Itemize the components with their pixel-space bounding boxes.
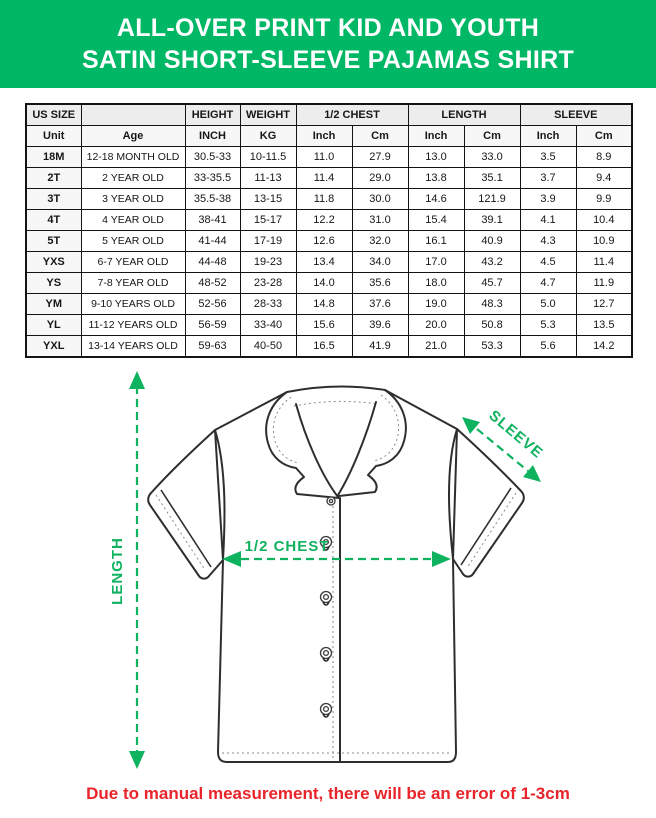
value-cell: 14.0	[296, 273, 352, 294]
group-header-row	[26, 104, 632, 126]
value-cell: 16.1	[408, 231, 464, 252]
value-cell: 17-19	[240, 231, 296, 252]
value-cell: 4 YEAR OLD	[81, 210, 185, 231]
value-cell: 13.4	[296, 252, 352, 273]
size-code-cell: 4T	[26, 210, 81, 231]
value-cell: 5.3	[520, 315, 576, 336]
value-cell: 4.7	[520, 273, 576, 294]
subheader-age: Age	[81, 126, 185, 147]
value-cell: 3.7	[520, 168, 576, 189]
value-cell: 13.0	[408, 147, 464, 168]
value-cell: 9-10 YEARS OLD	[81, 294, 185, 315]
value-cell: 39.1	[464, 210, 520, 231]
value-cell: 30.5-33	[185, 147, 240, 168]
measurement-note: Due to manual measurement, there will be an error of 1-3cm	[86, 784, 570, 803]
table-row	[26, 168, 632, 189]
value-cell: 5 YEAR OLD	[81, 231, 185, 252]
value-cell: 43.2	[464, 252, 520, 273]
value-cell: 29.0	[352, 168, 408, 189]
table-row	[26, 336, 632, 358]
value-cell: 12.2	[296, 210, 352, 231]
value-cell: 38-41	[185, 210, 240, 231]
value-cell: 4.3	[520, 231, 576, 252]
table-row	[26, 315, 632, 336]
size-code-cell: YXS	[26, 252, 81, 273]
value-cell: 15.4	[408, 210, 464, 231]
value-cell: 44-48	[185, 252, 240, 273]
value-cell: 39.6	[352, 315, 408, 336]
subheader-sleeve-cm: Cm	[576, 126, 632, 147]
value-cell: 13.5	[576, 315, 632, 336]
value-cell: 12.6	[296, 231, 352, 252]
value-cell: 35.5-38	[185, 189, 240, 210]
subheader-inch: INCH	[185, 126, 240, 147]
length-arrowhead-top	[129, 371, 145, 389]
subheader-kg: KG	[240, 126, 296, 147]
subheader-chest-cm: Cm	[352, 126, 408, 147]
value-cell: 34.0	[352, 252, 408, 273]
value-cell: 20.0	[408, 315, 464, 336]
sleeve-arrowhead-bottom	[523, 465, 541, 482]
value-cell: 5.0	[520, 294, 576, 315]
value-cell: 50.8	[464, 315, 520, 336]
value-cell: 15.6	[296, 315, 352, 336]
value-cell: 8.9	[576, 147, 632, 168]
value-cell: 45.7	[464, 273, 520, 294]
value-cell: 35.1	[464, 168, 520, 189]
header-half-chest: 1/2 CHEST	[296, 104, 408, 126]
subheader-sleeve-inch: Inch	[520, 126, 576, 147]
value-cell: 15-17	[240, 210, 296, 231]
value-cell: 23-28	[240, 273, 296, 294]
value-cell: 37.6	[352, 294, 408, 315]
value-cell: 52-56	[185, 294, 240, 315]
table-row	[26, 210, 632, 231]
table-row	[26, 252, 632, 273]
value-cell: 30.0	[352, 189, 408, 210]
left-sleeve	[148, 430, 223, 579]
size-code-cell: YM	[26, 294, 81, 315]
value-cell: 14.6	[408, 189, 464, 210]
value-cell: 19.0	[408, 294, 464, 315]
sleeve-label: SLEEVE	[485, 407, 547, 463]
value-cell: 18.0	[408, 273, 464, 294]
value-cell: 21.0	[408, 336, 464, 358]
value-cell: 12-18 MONTH OLD	[81, 147, 185, 168]
value-cell: 19-23	[240, 252, 296, 273]
value-cell: 31.0	[352, 210, 408, 231]
value-cell: 3.5	[520, 147, 576, 168]
size-code-cell: 2T	[26, 168, 81, 189]
value-cell: 12.7	[576, 294, 632, 315]
table-row	[26, 147, 632, 168]
value-cell: 33.0	[464, 147, 520, 168]
value-cell: 11.9	[576, 273, 632, 294]
value-cell: 56-59	[185, 315, 240, 336]
title-banner	[0, 0, 656, 88]
subheader-chest-inch: Inch	[296, 126, 352, 147]
value-cell: 10.4	[576, 210, 632, 231]
title-line-2: SATIN SHORT-SLEEVE PAJAMAS SHIRT	[81, 46, 575, 74]
value-cell: 14.2	[576, 336, 632, 358]
length-arrowhead-bottom	[129, 751, 145, 769]
value-cell: 121.9	[464, 189, 520, 210]
size-code-cell: 18M	[26, 147, 81, 168]
half-chest-label: 1/2 CHEST	[244, 538, 330, 555]
pajama-shirt-drawing	[148, 386, 524, 762]
header-weight: WEIGHT	[240, 104, 296, 126]
value-cell: 40-50	[240, 336, 296, 358]
size-code-cell: 3T	[26, 189, 81, 210]
value-cell: 9.4	[576, 168, 632, 189]
value-cell: 59-63	[185, 336, 240, 358]
value-cell: 32.0	[352, 231, 408, 252]
header-us-size: US SIZE	[26, 104, 81, 126]
value-cell: 11.8	[296, 189, 352, 210]
value-cell: 14.8	[296, 294, 352, 315]
subheader-unit: Unit	[26, 126, 81, 147]
value-cell: 41-44	[185, 231, 240, 252]
size-code-cell: 5T	[26, 231, 81, 252]
header-length: LENGTH	[408, 104, 520, 126]
value-cell: 13-14 YEARS OLD	[81, 336, 185, 358]
value-cell: 41.9	[352, 336, 408, 358]
shirt-measurement-diagram	[0, 364, 656, 776]
sub-header-row	[26, 126, 632, 147]
size-chart-section	[25, 103, 631, 358]
value-cell: 16.5	[296, 336, 352, 358]
title-line-1: ALL-OVER PRINT KID AND YOUTH	[116, 14, 540, 42]
value-cell: 9.9	[576, 189, 632, 210]
size-code-cell: YXL	[26, 336, 81, 358]
value-cell: 11-13	[240, 168, 296, 189]
value-cell: 35.6	[352, 273, 408, 294]
value-cell: 33-40	[240, 315, 296, 336]
subheader-length-cm: Cm	[464, 126, 520, 147]
value-cell: 11.4	[576, 252, 632, 273]
value-cell: 28-33	[240, 294, 296, 315]
value-cell: 11-12 YEARS OLD	[81, 315, 185, 336]
value-cell: 48.3	[464, 294, 520, 315]
header-empty	[81, 104, 185, 126]
value-cell: 33-35.5	[185, 168, 240, 189]
value-cell: 40.9	[464, 231, 520, 252]
shirt-body	[215, 386, 457, 762]
value-cell: 10-11.5	[240, 147, 296, 168]
length-arrow	[109, 371, 145, 769]
table-row	[26, 273, 632, 294]
size-code-cell: YL	[26, 315, 81, 336]
value-cell: 3 YEAR OLD	[81, 189, 185, 210]
header-height: HEIGHT	[185, 104, 240, 126]
value-cell: 13.8	[408, 168, 464, 189]
value-cell: 7-8 YEAR OLD	[81, 273, 185, 294]
value-cell: 11.4	[296, 168, 352, 189]
size-code-cell: YS	[26, 273, 81, 294]
value-cell: 53.3	[464, 336, 520, 358]
value-cell: 13-15	[240, 189, 296, 210]
value-cell: 4.1	[520, 210, 576, 231]
length-label: LENGTH	[109, 537, 126, 605]
right-sleeve	[453, 429, 524, 577]
table-row	[26, 294, 632, 315]
value-cell: 10.9	[576, 231, 632, 252]
value-cell: 27.9	[352, 147, 408, 168]
value-cell: 11.0	[296, 147, 352, 168]
value-cell: 6-7 YEAR OLD	[81, 252, 185, 273]
table-row	[26, 189, 632, 210]
size-table-body	[26, 147, 632, 358]
sleeve-arrowhead-top	[462, 417, 480, 434]
subheader-length-inch: Inch	[408, 126, 464, 147]
value-cell: 3.9	[520, 189, 576, 210]
size-chart-table	[25, 103, 633, 358]
value-cell: 17.0	[408, 252, 464, 273]
value-cell: 5.6	[520, 336, 576, 358]
value-cell: 4.5	[520, 252, 576, 273]
value-cell: 48-52	[185, 273, 240, 294]
table-row	[26, 231, 632, 252]
value-cell: 2 YEAR OLD	[81, 168, 185, 189]
header-sleeve: SLEEVE	[520, 104, 632, 126]
